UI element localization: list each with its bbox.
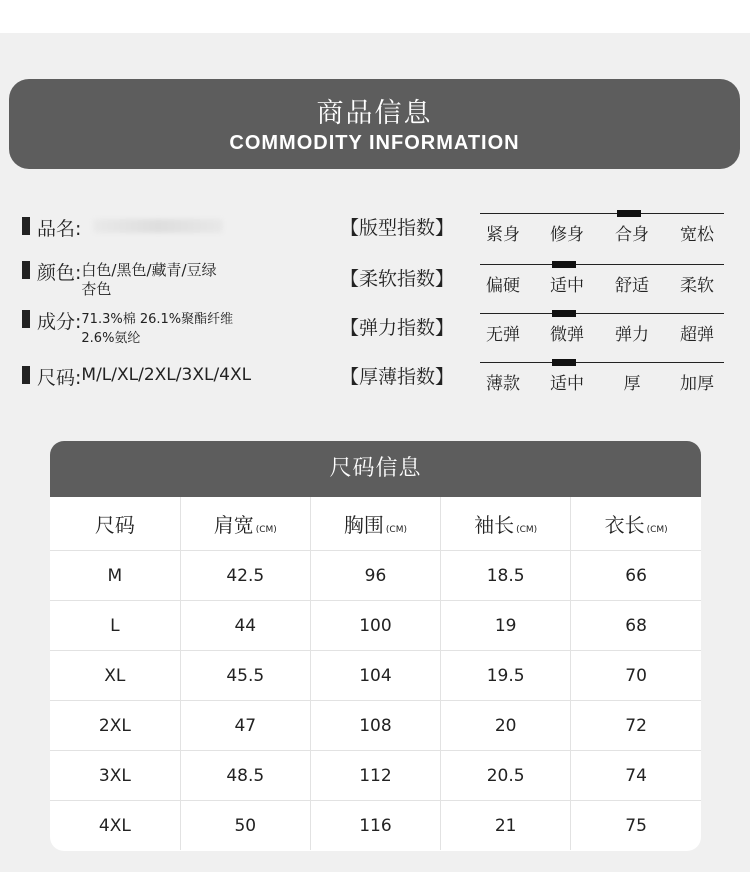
column-label: 袖长 [474, 513, 515, 537]
index-label: 【版型指数】 [340, 217, 455, 239]
table-row [50, 601, 701, 651]
column-unit: (CM) [516, 525, 538, 535]
index-option: 宽松 [680, 225, 714, 245]
chest-cell: 112 [310, 751, 440, 801]
chest-cell: 100 [310, 601, 440, 651]
banner-subtitle: COMMODITY INFORMATION [229, 132, 520, 154]
column-label: 衣长 [604, 513, 645, 537]
material-line-2: 2.6%氨纶 [81, 331, 141, 346]
table-row [50, 551, 701, 601]
table-row [50, 751, 701, 801]
index-marker [617, 210, 641, 217]
name-label: 品名: [37, 218, 82, 240]
index-option: 适中 [550, 374, 584, 394]
index-row-elasticity [340, 313, 724, 349]
shoulder-cell: 50 [180, 801, 310, 851]
index-option: 无弹 [486, 325, 520, 345]
blurred-product-name [93, 219, 223, 233]
index-option: 合身 [615, 225, 649, 245]
table-row [50, 701, 701, 751]
size-cell: 3XL [50, 751, 180, 801]
size-label: 尺码: [37, 367, 82, 389]
color-label: 颜色: [37, 262, 82, 284]
length-cell: 68 [571, 601, 701, 651]
length-cell: 74 [571, 751, 701, 801]
column-header [571, 497, 701, 551]
index-row-fit [340, 213, 724, 249]
sleeve-cell: 19.5 [441, 651, 571, 701]
material-value [81, 310, 233, 348]
index-scale [480, 213, 724, 246]
material-label: 成分: [37, 311, 82, 333]
size-cell: L [50, 601, 180, 651]
index-option: 厚 [623, 374, 641, 394]
index-row-softness [340, 264, 724, 300]
chest-cell: 104 [310, 651, 440, 701]
shoulder-cell: 44 [180, 601, 310, 651]
top-strip [0, 0, 750, 33]
index-marker [552, 261, 576, 268]
bullet-icon [22, 310, 30, 328]
index-label: 【弹力指数】 [340, 317, 455, 339]
index-scale [480, 362, 724, 395]
bullet-icon [22, 261, 30, 279]
column-header [441, 497, 571, 551]
index-row-thickness [340, 362, 724, 398]
chest-cell: 116 [310, 801, 440, 851]
info-size-row [22, 363, 251, 390]
sleeve-cell: 20 [441, 701, 571, 751]
size-table-header-row [50, 497, 701, 551]
index-option: 适中 [550, 276, 584, 296]
column-unit: (CM) [646, 525, 668, 535]
size-cell: XL [50, 651, 180, 701]
column-header [310, 497, 440, 551]
index-option: 超弹 [680, 325, 714, 345]
color-value [81, 261, 216, 299]
size-value: M/L/XL/2XL/3XL/4XL [81, 365, 252, 385]
index-option: 紧身 [486, 225, 520, 245]
index-option: 偏硬 [486, 276, 520, 296]
size-info-card [50, 441, 701, 851]
info-material-row [22, 307, 233, 348]
info-color-row [22, 258, 217, 299]
index-option: 加厚 [680, 374, 714, 394]
column-unit: (CM) [385, 525, 407, 535]
column-label: 胸围 [343, 513, 384, 537]
sleeve-cell: 19 [441, 601, 571, 651]
column-header [180, 497, 310, 551]
shoulder-cell: 45.5 [180, 651, 310, 701]
index-label: 【柔软指数】 [340, 268, 455, 290]
banner-title: 商品信息 [316, 98, 433, 129]
column-label: 尺码 [94, 513, 135, 537]
size-info-title: 尺码信息 [50, 441, 701, 497]
color-line-2: 杏色 [81, 280, 112, 298]
chest-cell: 96 [310, 551, 440, 601]
length-cell: 72 [571, 701, 701, 751]
index-option: 薄款 [486, 374, 520, 394]
length-cell: 66 [571, 551, 701, 601]
column-unit: (CM) [255, 525, 277, 535]
sleeve-cell: 21 [441, 801, 571, 851]
index-label: 【厚薄指数】 [340, 366, 455, 388]
index-scale [480, 264, 724, 297]
sleeve-cell: 18.5 [441, 551, 571, 601]
chest-cell: 108 [310, 701, 440, 751]
material-line-1: 71.3%棉 26.1%聚酯纤维 [81, 312, 234, 327]
index-option: 修身 [550, 225, 584, 245]
index-option: 弹力 [615, 325, 649, 345]
index-scale [480, 313, 724, 346]
length-cell: 75 [625, 815, 647, 836]
info-name-row [22, 214, 223, 241]
column-header [50, 497, 180, 551]
sleeve-cell: 20.5 [441, 751, 571, 801]
size-table [50, 497, 701, 850]
shoulder-cell: 42.5 [180, 551, 310, 601]
commodity-info-banner [9, 79, 740, 169]
bullet-icon [22, 366, 30, 384]
size-cell: 2XL [50, 701, 180, 751]
shoulder-cell: 47 [180, 701, 310, 751]
index-option: 舒适 [615, 276, 649, 296]
table-row [50, 651, 701, 701]
size-cell: 4XL [50, 801, 180, 851]
size-cell: M [50, 551, 180, 601]
bullet-icon [22, 217, 30, 235]
index-option: 柔软 [680, 276, 714, 296]
length-cell: 70 [571, 651, 701, 701]
index-marker [552, 359, 576, 366]
index-marker [552, 310, 576, 317]
shoulder-cell: 48.5 [180, 751, 310, 801]
column-label: 肩宽 [213, 513, 254, 537]
color-line-1: 白色/黑色/藏青/豆绿 [81, 261, 217, 279]
index-option: 微弹 [550, 325, 584, 345]
table-row [50, 801, 701, 851]
